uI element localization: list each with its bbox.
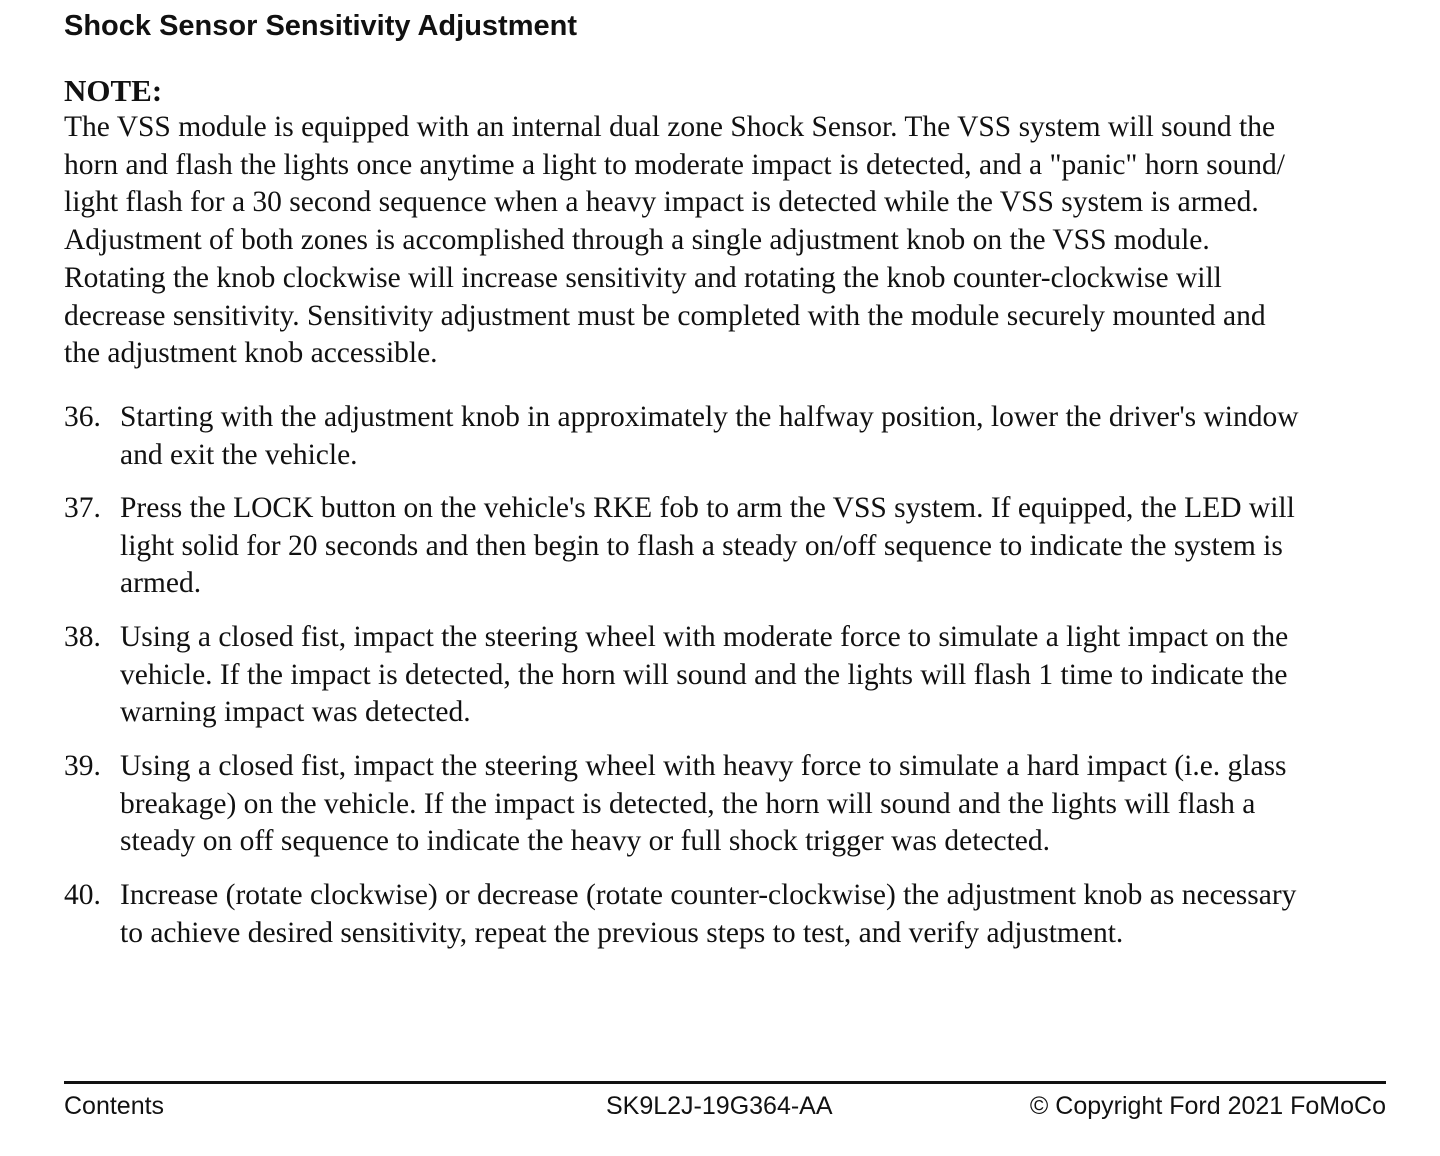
step-text: [120, 399, 1386, 474]
step-text: [120, 490, 1386, 603]
step-line: to achieve desired sensitivity, repeat the previous steps to test, and verify adjustment.: [120, 916, 1124, 949]
note-line: The VSS module is equipped with an internal dual zone Shock Sensor. The VSS system will sound the: [64, 111, 1276, 143]
step-line: vehicle. If the impact is detected, the horn will sound and the lights will flash 1 time to indicate the: [120, 658, 1288, 691]
step-line: and exit the vehicle.: [120, 438, 358, 471]
step-number: 37.: [64, 492, 101, 524]
step-text: [120, 619, 1386, 732]
step-line: steady on off sequence to indicate the heavy or full shock trigger was detected.: [120, 825, 1051, 858]
step-line: Using a closed fist, impact the steering wheel with heavy force to simulate a hard impact (i.e. glass: [120, 750, 1287, 782]
step-number: 40.: [64, 879, 101, 911]
document-page: [64, 0, 1386, 1156]
step-line: warning impact was detected.: [120, 696, 471, 729]
document-number: SK9L2J-19G364-AA: [606, 1092, 833, 1120]
note-line: light flash for a 30 second sequence when a heavy impact is detected while the VSS system is armed.: [64, 186, 1259, 219]
step-line: Starting with the adjustment knob in approximately the halfway position, lower the driver's window: [120, 401, 1299, 433]
note-line: Rotating the knob clockwise will increase sensitivity and rotating the knob counter-clockwise will: [64, 261, 1222, 294]
step-text: [120, 748, 1386, 861]
step-line: Using a closed fist, impact the steering wheel with moderate force to simulate a light impact on the: [120, 621, 1289, 653]
note-line: the adjustment knob accessible.: [64, 337, 438, 370]
contents-link[interactable]: Contents: [64, 1092, 165, 1120]
page-title: Shock Sensor Sensitivity Adjustment: [64, 10, 577, 42]
step-number: 39.: [64, 750, 101, 782]
step-line: Increase (rotate clockwise) or decrease (rotate counter-clockwise) the adjustment knob as necessary: [120, 879, 1297, 911]
step-number: 38.: [64, 621, 101, 653]
note-line: Adjustment of both zones is accomplished through a single adjustment knob on the VSS module.: [64, 224, 1210, 257]
copyright-notice: © Copyright Ford 2021 FoMoCo: [1029, 1092, 1386, 1120]
note-line: horn and flash the lights once anytime a light to moderate impact is detected, and a "panic" horn sound/: [64, 148, 1285, 181]
step-text: [120, 877, 1386, 952]
step-line: armed.: [120, 567, 202, 600]
footer-divider: [64, 1081, 1386, 1084]
note-label: NOTE:: [64, 73, 163, 108]
step-line: light solid for 20 seconds and then begin to flash a steady on/off sequence to indicate the system is: [120, 529, 1283, 562]
step-line: Press the LOCK button on the vehicle's RKE fob to arm the VSS system. If equipped, the LED will: [120, 492, 1295, 524]
step-line: breakage) on the vehicle. If the impact is detected, the horn will sound and the lights will flash a: [120, 787, 1256, 820]
note-line: decrease sensitivity. Sensitivity adjustment must be completed with the module securely mounted and: [64, 299, 1266, 332]
step-number: 36.: [64, 401, 101, 433]
page-footer: [64, 1090, 1386, 1122]
note-paragraph: [64, 109, 1386, 373]
